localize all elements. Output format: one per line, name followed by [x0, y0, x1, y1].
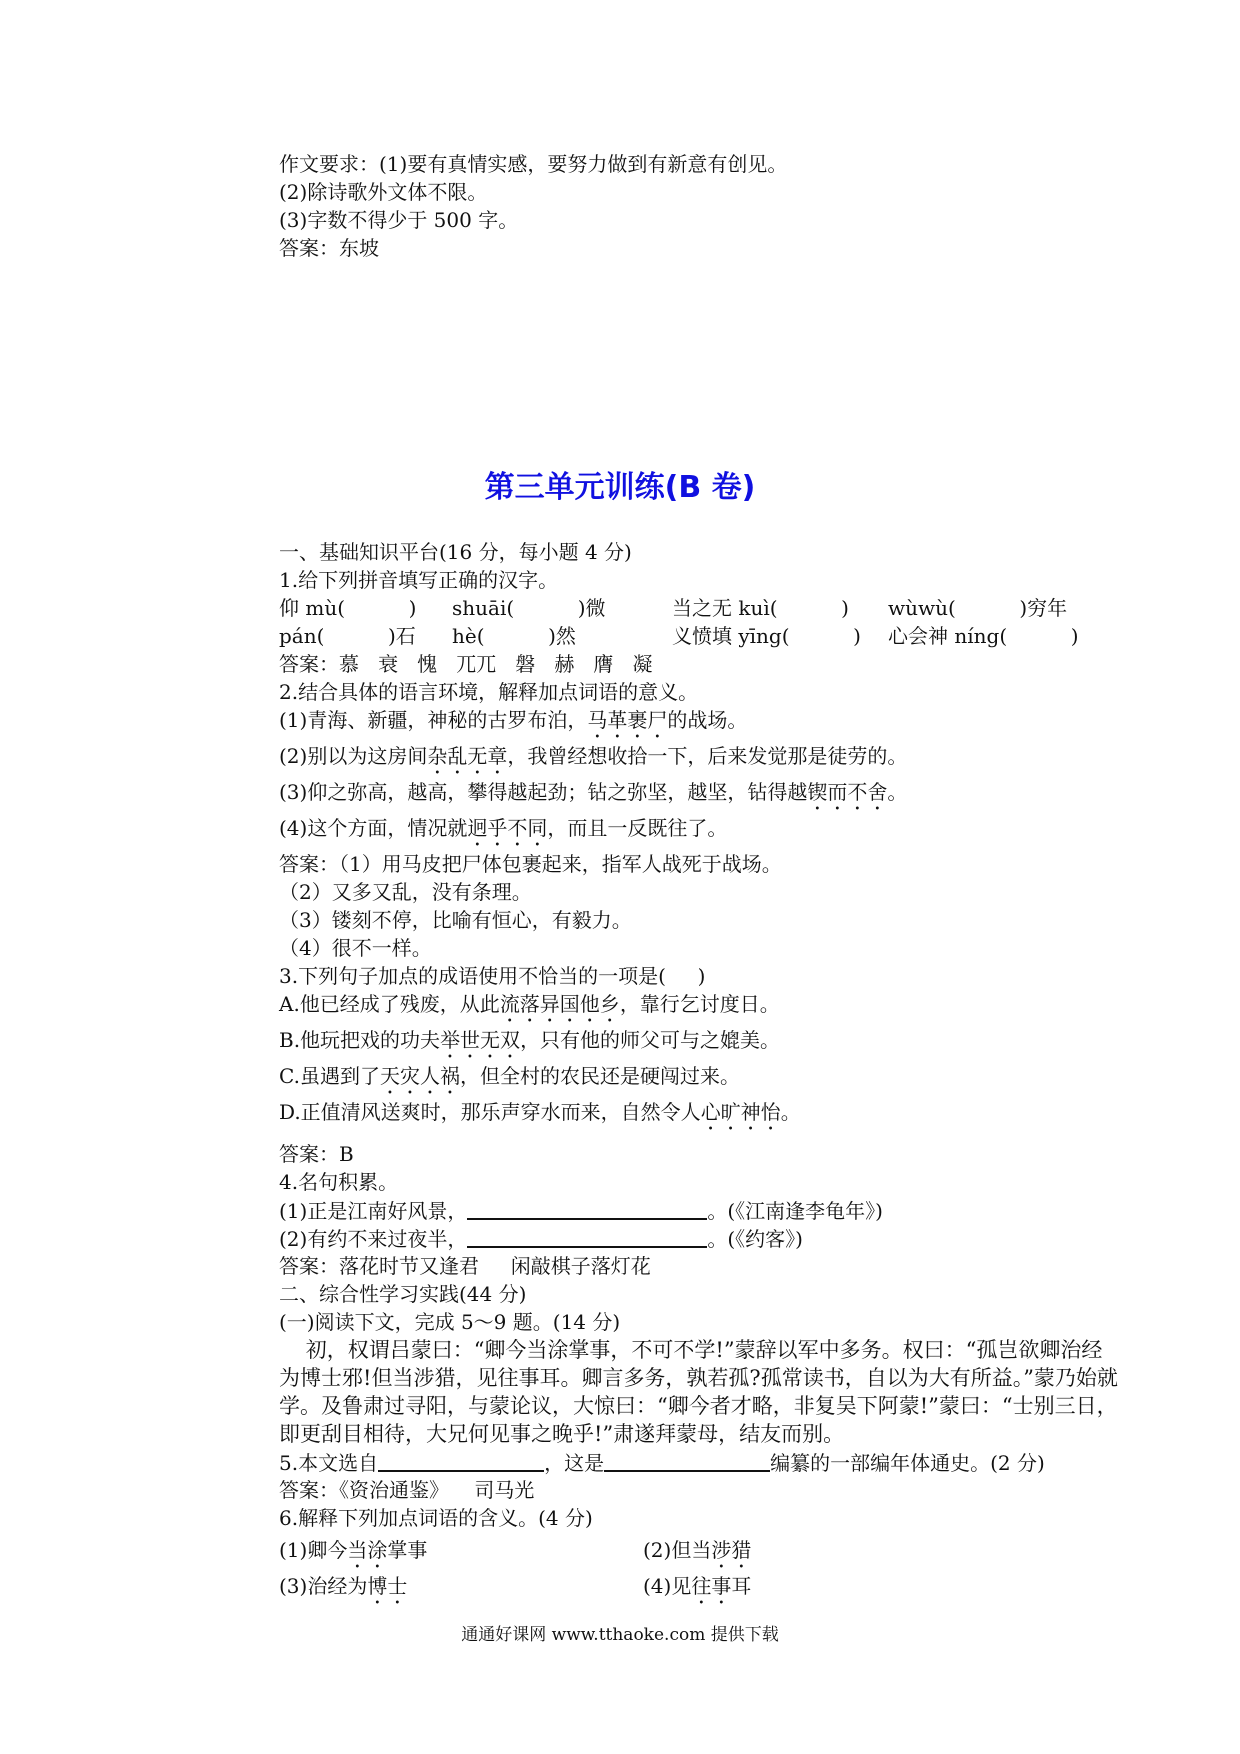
passage-line: 为博士邪!但当涉猎，见往事耳。卿言多务，孰若孤?孤常读书，自以为大有所益。”蒙乃始就 — [279, 1366, 1118, 1390]
q2-sentence-1: (1)青海、新疆，神秘的古罗布泊，马革裹尸的战场。 — [279, 708, 748, 732]
pinyin-cell: hè( )然 — [452, 624, 576, 648]
pinyin-cell: 当之无 kuì( ) — [672, 596, 849, 620]
q5-prompt: 5.本文选自 ，这是 编纂的一部编年体通史。(2 分) — [279, 1451, 1045, 1475]
answer-blank — [604, 1450, 770, 1472]
dotted-term: 杂乱无章 — [427, 744, 508, 768]
dotted-term: 博士 — [367, 1574, 408, 1598]
q1-prompt: 1.给下列拼音填写正确的汉字。 — [279, 568, 559, 592]
section-2-heading: 二、综合性学习实践(44 分) — [279, 1282, 527, 1306]
dotted-term: 心旷神怡 — [700, 1100, 781, 1124]
q2-sentence-4: (4)这个方面，情况就迥乎不同，而且一反既往了。 — [279, 816, 728, 840]
q6-prompt: 6.解释下列加点词语的含义。(4 分) — [279, 1506, 593, 1530]
q2-answer-1: 答案：（1）用马皮把尸体包裹起来，指军人战死于战场。 — [279, 852, 782, 876]
answer-blank — [467, 1226, 707, 1248]
q2-answer-3: （3）镂刻不停，比喻有恒心，有毅力。 — [279, 908, 632, 932]
q2-sentence-2: (2)别以为这房间杂乱无章，我曾经想收拾一下，后来发觉那是徒劳的。 — [279, 744, 908, 768]
essay-requirement-2: (2)除诗歌外文体不限。 — [279, 180, 488, 204]
passage-line: 初，权谓吕蒙曰：“卿今当涂掌事，不可不学!”蒙辞以军中多务。权曰：“孤岂欲卿治经 — [279, 1338, 1103, 1362]
essay-requirement-1: 作文要求：(1)要有真情实感，要努力做到有新意有创见。 — [279, 152, 788, 176]
q6-item-3: (3)治经为博士 — [279, 1574, 408, 1598]
pinyin-cell: wùwù( )穷年 — [888, 596, 1068, 620]
dotted-term: 天灾人祸 — [379, 1064, 460, 1088]
dotted-term: 锲而不舍 — [807, 780, 888, 804]
pinyin-cell: 仰 mù( ) — [279, 596, 417, 620]
q5-answer: 答案：《资治通鉴》 司马光 — [279, 1478, 535, 1502]
q3-option-b: B.他玩把戏的功夫举世无双，只有他的师父可与之媲美。 — [279, 1028, 781, 1052]
q6-item-1: (1)卿今当涂掌事 — [279, 1538, 428, 1562]
q3-option-a: A.他已经成了残废，从此流落异国他乡，靠行乞讨度日。 — [279, 992, 780, 1016]
dotted-term: 流落异国他乡 — [499, 992, 620, 1016]
passage-line: 学。及鲁肃过寻阳，与蒙论议，大惊曰：“卿今者才略，非复吴下阿蒙!”蒙曰：“士别三日， — [279, 1394, 1118, 1418]
dotted-term: 迥乎不同 — [467, 816, 548, 840]
pinyin-cell: shuāi( )微 — [452, 596, 606, 620]
q3-option-c: C.虽遇到了天灾人祸，但全村的农民还是硬闯过来。 — [279, 1064, 740, 1088]
q6-item-4: (4)见往事耳 — [643, 1574, 752, 1598]
answer-blank — [378, 1450, 544, 1472]
q1-answer: 答案：慕 衰 愧 兀兀 磐 赫 膺 凝 — [279, 652, 653, 676]
answer-blank — [467, 1198, 707, 1220]
q2-prompt: 2.结合具体的语言环境，解释加点词语的意义。 — [279, 680, 699, 704]
q2-answer-2: （2）又多又乱，没有条理。 — [279, 880, 532, 904]
page-footer: 通通好课网 www.tthaoke.com 提供下载 — [461, 1625, 779, 1645]
q3-answer: 答案：B — [279, 1142, 354, 1166]
section-1-heading: 一、基础知识平台(16 分，每小题 4 分) — [279, 540, 632, 564]
q6-item-2: (2)但当涉猎 — [643, 1538, 752, 1562]
page-title: 第三单元训练(B 卷) — [484, 470, 756, 505]
q2-answer-4: （4）很不一样。 — [279, 936, 432, 960]
pinyin-cell: 心会神 níng( ) — [888, 624, 1079, 648]
essay-requirement-3: (3)字数不得少于 500 字。 — [279, 208, 519, 232]
dotted-term: 当涂 — [347, 1538, 388, 1562]
q4-line-2: (2)有约不来过夜半， 。(《约客》) — [279, 1227, 803, 1251]
q3-prompt: 3.下列句子加点的成语使用不恰当的一项是( ) — [279, 964, 706, 988]
dotted-term: 涉猎 — [711, 1538, 752, 1562]
q2-sentence-3: (3)仰之弥高，越高，攀得越起劲；钻之弥坚，越坚，钻得越锲而不舍。 — [279, 780, 908, 804]
pinyin-cell: 义愤填 yīng( ) — [672, 624, 861, 648]
pinyin-cell: pán( )石 — [279, 624, 416, 648]
essay-answer: 答案：东坡 — [279, 236, 379, 260]
q3-option-d: D.正值清风送爽时，那乐声穿水而来，自然令人心旷神怡。 — [279, 1100, 801, 1124]
passage-line: 即更刮目相待，大兄何见事之晚乎!”肃遂拜蒙母，结友而别。 — [279, 1422, 845, 1446]
dotted-term: 马革裹尸 — [587, 708, 668, 732]
dotted-term: 举世无双 — [440, 1028, 521, 1052]
dotted-term: 往事 — [691, 1574, 732, 1598]
q4-line-1: (1)正是江南好风景， 。(《江南逢李龟年》) — [279, 1199, 883, 1223]
reading-subheading: (一)阅读下文，完成 5～9 题。(14 分) — [279, 1310, 621, 1334]
q4-prompt: 4.名句积累。 — [279, 1170, 399, 1194]
q4-answer: 答案：落花时节又逢君 闲敲棋子落灯花 — [279, 1254, 651, 1278]
